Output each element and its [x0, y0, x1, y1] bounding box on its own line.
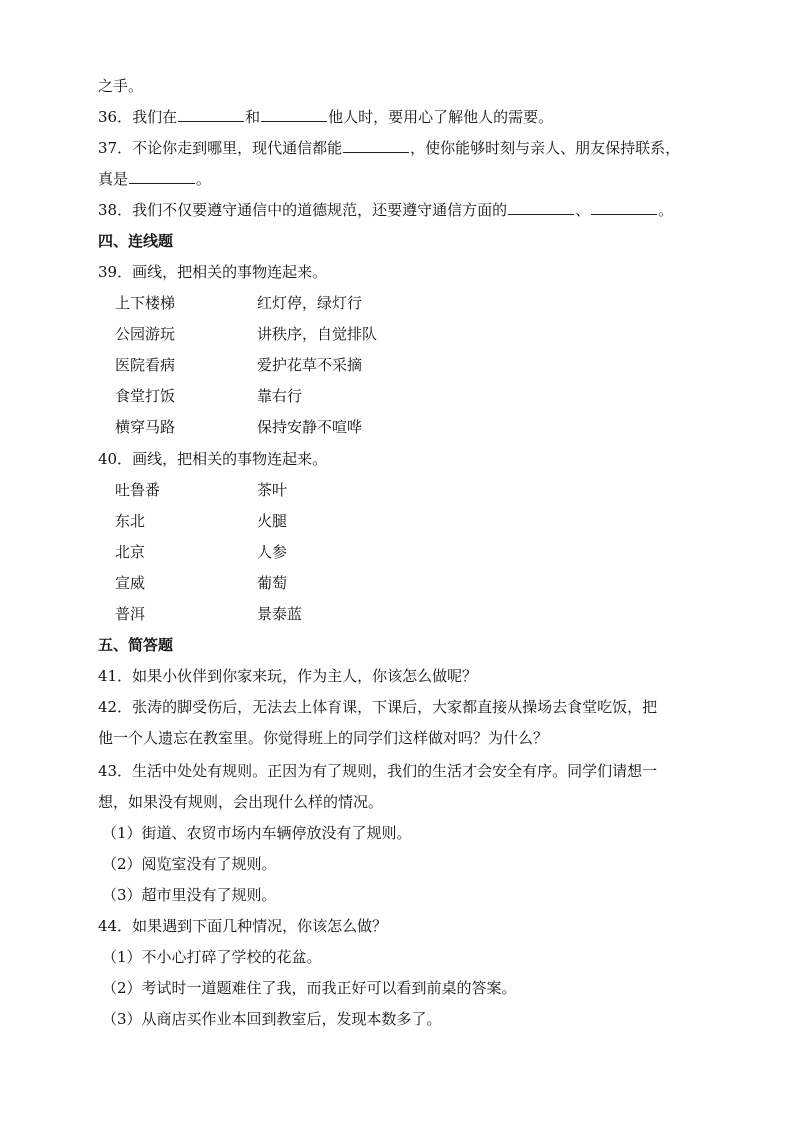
q37-text-c: 真是: [98, 170, 129, 188]
q39-right-item[interactable]: 讲秩序，自觉排队: [257, 325, 378, 343]
q37-blank-2[interactable]: [129, 169, 195, 184]
q36-text-a: 36．我们在: [98, 108, 178, 126]
q40-right-item[interactable]: 葡萄: [257, 574, 288, 592]
q36-text-b: 和: [245, 108, 261, 126]
question-38: [98, 199, 673, 221]
q37-text-d: 。: [196, 170, 212, 188]
q38-blank-2[interactable]: [591, 200, 657, 215]
question-43-line2: 想，如果没有规则，会出现什么样的情况。: [98, 793, 384, 811]
question-42-line2: 他一个人遗忘在教室里。你觉得班上的同学们这样做对吗？为什么？: [98, 729, 549, 747]
q39-left-item[interactable]: 公园游玩: [115, 325, 176, 343]
q38-text-b: 、: [575, 201, 591, 219]
q44-sub-item: （1）不小心打碎了学校的花盆。: [102, 948, 322, 966]
q40-right-item[interactable]: 人参: [257, 543, 288, 561]
q39-right-item[interactable]: 保持安静不喧哗: [257, 418, 363, 436]
q43-sub-item: （1）街道、农贸市场内车辆停放没有了规则。: [102, 824, 412, 842]
q39-right-item[interactable]: 爱护花草不采摘: [257, 356, 363, 374]
q39-left-item[interactable]: 上下楼梯: [115, 294, 176, 312]
q39-left-item[interactable]: 食堂打饭: [115, 387, 176, 405]
question-44-stem: 44．如果遇到下面几种情况，你该怎么做？: [98, 917, 388, 935]
question-41: 41．如果小伙伴到你家来玩，作为主人，你该怎么做呢？: [98, 667, 478, 685]
q39-right-item[interactable]: 红灯停，绿灯行: [257, 294, 363, 312]
q40-left-item[interactable]: 吐鲁番: [115, 481, 161, 499]
q43-sub-item: （2）阅览室没有了规则。: [102, 855, 277, 873]
q37-text-b: ，使你能够时刻与亲人、朋友保持联系，: [410, 139, 681, 157]
q44-sub-item: （3）从商店买作业本回到教室后，发现本数多了。: [102, 1010, 442, 1028]
q36-text-c: 他人时，要用心了解他人的需要。: [328, 108, 554, 126]
q44-sub-item: （2）考试时一道题难住了我，而我正好可以看到前桌的答案。: [102, 979, 517, 997]
question-39-stem: 39．画线，把相关的事物连起来。: [98, 263, 328, 281]
question-36: [98, 106, 553, 128]
q40-left-item[interactable]: 北京: [115, 543, 146, 561]
q37-text-a: 37．不论你走到哪里，现代通信都能: [98, 139, 343, 157]
q43-sub-item: （3）超市里没有了规则。: [102, 886, 277, 904]
question-37-line2: [98, 168, 211, 190]
q37-blank-1[interactable]: [343, 138, 409, 153]
q39-left-item[interactable]: 医院看病: [115, 356, 176, 374]
q39-left-item[interactable]: 横穿马路: [115, 418, 176, 436]
q40-right-item[interactable]: 景泰蓝: [257, 605, 303, 623]
question-42-line1: 42．张涛的脚受伤后，无法去上体育课，下课后，大家都直接从操场去食堂吃饭，把: [98, 698, 658, 716]
question-40-stem: 40．画线，把相关的事物连起来。: [98, 450, 328, 468]
q40-left-item[interactable]: 东北: [115, 512, 146, 530]
q40-left-item[interactable]: 普洱: [115, 605, 146, 623]
q38-blank-1[interactable]: [508, 200, 574, 215]
q39-right-item[interactable]: 靠右行: [257, 387, 303, 405]
question-37-line1: [98, 137, 680, 159]
q40-right-item[interactable]: 茶叶: [257, 481, 288, 499]
q40-left-item[interactable]: 宣威: [115, 574, 146, 592]
q38-text-a: 38．我们不仅要遵守通信中的道德规范，还要遵守通信方面的: [98, 201, 508, 219]
section-heading-short-answer: 五、简答题: [98, 636, 174, 654]
q36-blank-2[interactable]: [261, 107, 327, 122]
question-43-line1: 43．生活中处处有规则。正因为有了规则，我们的生活才会安全有序。同学们请想一: [98, 762, 658, 780]
q36-blank-1[interactable]: [178, 107, 244, 122]
continued-text: 之手。: [98, 77, 144, 95]
q40-right-item[interactable]: 火腿: [257, 512, 288, 530]
q38-text-c: 。: [658, 201, 674, 219]
section-heading-matching: 四、连线题: [98, 232, 174, 250]
